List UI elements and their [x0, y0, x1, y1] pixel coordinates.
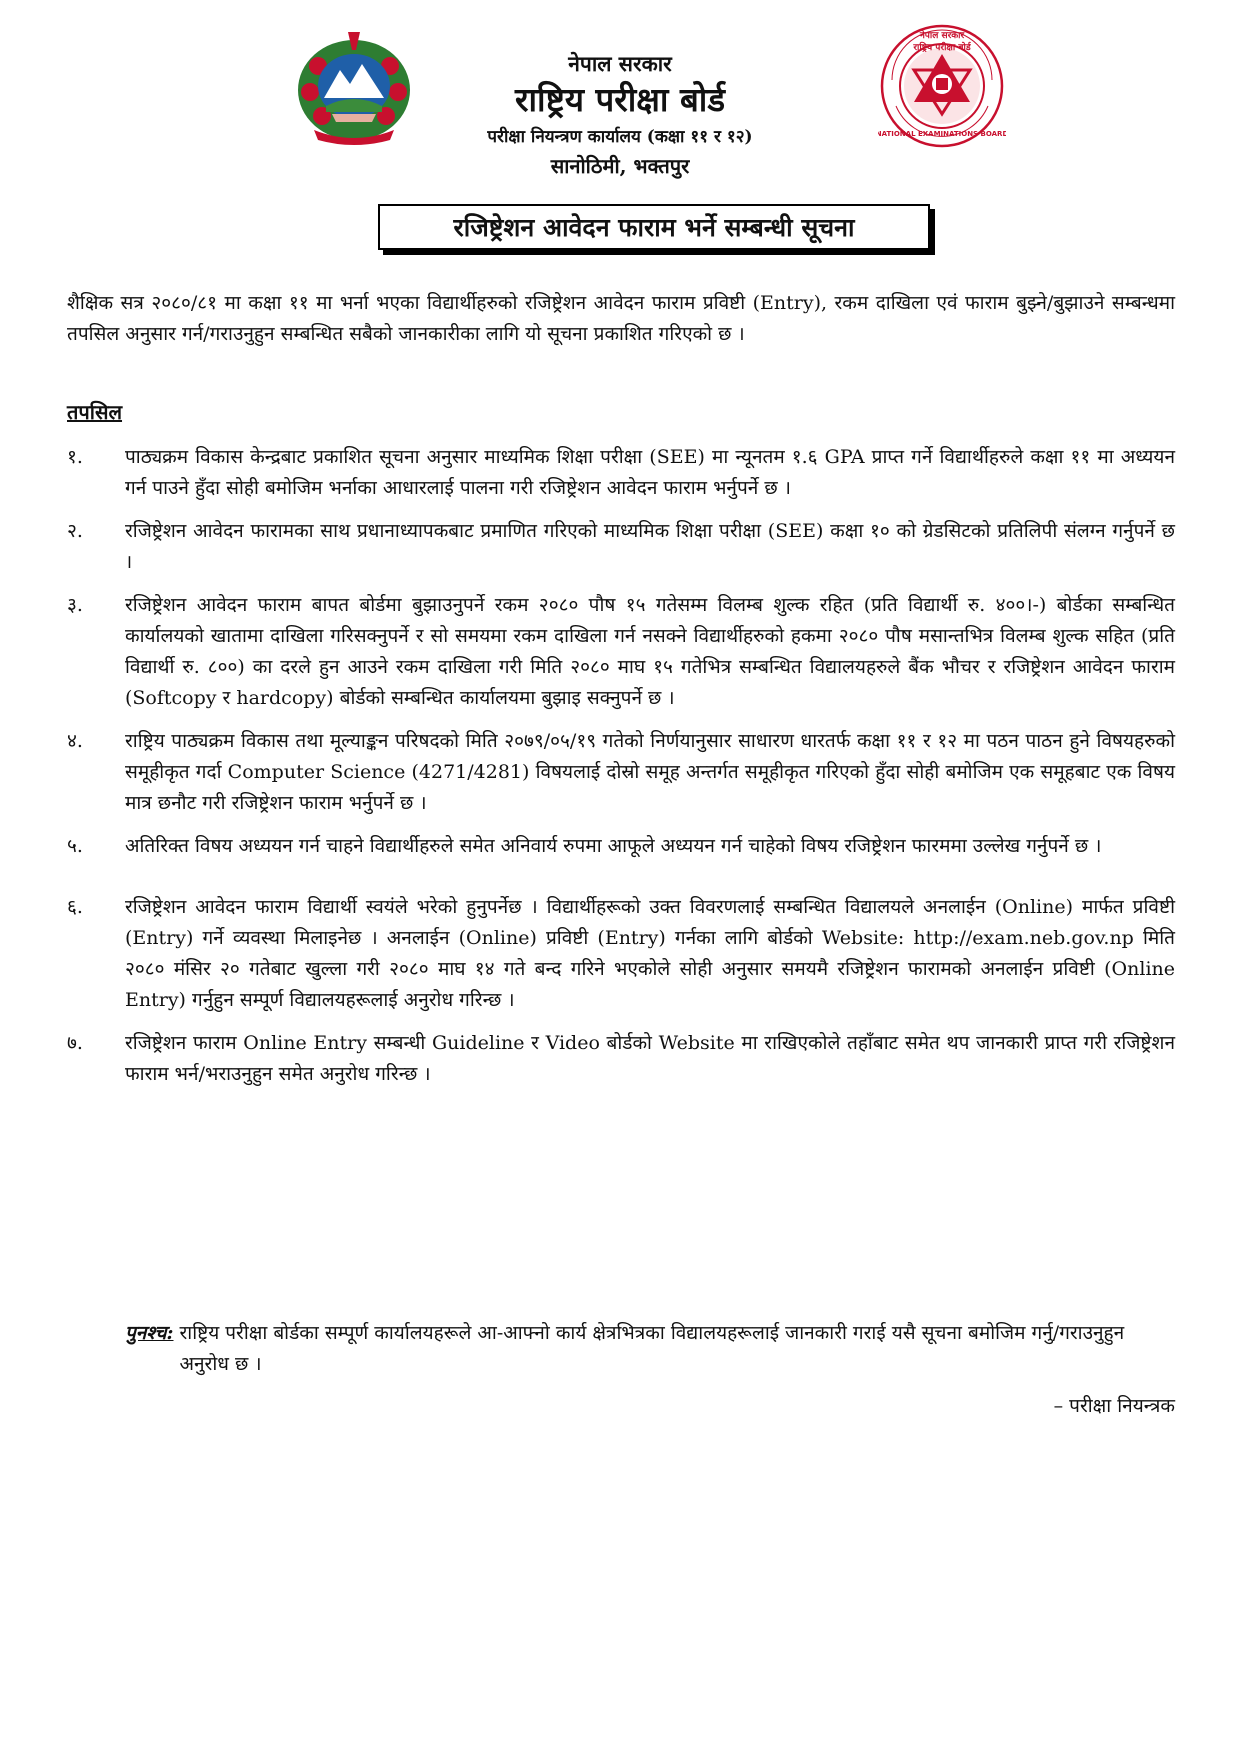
list-item: [67, 831, 1175, 862]
list-item: [67, 892, 1175, 1016]
svg-text:NATIONAL EXAMINATIONS BOARD: NATIONAL EXAMINATIONS BOARD: [878, 130, 1006, 138]
intro-paragraph: शैक्षिक सत्र २०८०/८१ मा कक्षा ११ मा भर्ना भएका विद्यार्थीहरुको रजिष्ट्रेशन आवेदन फाराम प्रविष्टी (Entry), रकम दाखिला एवं फाराम बुझ्ने/बुझाउने सम्बन्धमा तपसिल अनुसार गर्न/गराउनुहुन सम्बन्धित सबैको जानकारीका लागि यो सूचना प्रकाशित गरिएको छ ।: [67, 292, 1175, 345]
office-name: परीक्षा नियन्त्रण कार्यालय (कक्षा ११ र १२): [487, 127, 753, 147]
item-number: ३.: [67, 594, 83, 616]
svg-text:नेपाल सरकार: नेपाल सरकार: [919, 31, 965, 41]
item-number: १.: [67, 446, 83, 468]
item-number: २.: [67, 520, 83, 542]
list-item: [67, 516, 1175, 578]
item-number: ७.: [67, 1032, 83, 1054]
notice-title: रजिष्ट्रेशन आवेदन फाराम भर्ने सम्बन्धी सूचना: [453, 213, 855, 242]
postscript-text: राष्ट्रिय परीक्षा बोर्डका सम्पूर्ण कार्यालयहरूले आ-आफ्नो कार्य क्षेत्रभित्रका विद्यालयहरूलाई जानकारी गराई यसै सूचना बमोजिम गर्नु/गराउनुहुन अनुरोध छ ।: [179, 1322, 1125, 1375]
item-number: ६.: [67, 896, 83, 918]
item-text: रजिष्ट्रेशन आवेदन फारामका साथ प्रधानाध्यापकबाट प्रमाणित गरिएको माध्यमिक शिक्षा परीक्षा (SEE) कक्षा १० को ग्रेडसिटको प्रतिलिपी संलग्न गर्नुपर्ने छ ।: [125, 520, 1175, 573]
item-text: अतिरिक्त विषय अध्ययन गर्न चाहने विद्यार्थीहरुले समेत अनिवार्य रुपमा आफूले अध्ययन गर्न चाहेको विषय रजिष्ट्रेशन फारममा उल्लेख गर्नुपर्ने छ ।: [125, 835, 1102, 857]
item-text: पाठ्यक्रम विकास केन्द्रबाट प्रकाशित सूचना अनुसार माध्यमिक शिक्षा परीक्षा (SEE) मा न्यूनतम १.६ GPA प्राप्त गर्ने विद्यार्थीहरुले कक्षा ११ मा अध्ययन गर्न पाउने हुँदा सोही बमोजिम भर्नाका आधारलाई पालना गरी रजिष्ट्रेशन आवेदन फाराम भर्नुपर्ने छ ।: [125, 446, 1175, 499]
item-number: ५.: [67, 835, 83, 857]
list-item: [67, 1028, 1175, 1090]
neb-logo: [878, 22, 1006, 150]
office-location: सानोठिमी, भक्तपुर: [550, 154, 690, 178]
government-name: नेपाल सरकार: [568, 51, 672, 76]
nepal-government-emblem: [292, 28, 416, 146]
list-item: [67, 726, 1175, 819]
notice-title-box: [378, 204, 930, 250]
postscript-label: पुनश्च:: [125, 1322, 174, 1344]
list-item: [67, 590, 1175, 714]
item-text: रजिष्ट्रेशन आवेदन फाराम बापत बोर्डमा बुझाउनुपर्ने रकम २०८० पौष १५ गतेसम्म विलम्ब शुल्क रहित (प्रति विद्यार्थी रु. ४००।-) बोर्डका सम्बन्धित कार्यालयको खातामा दाखिला गरिसक्नुपर्ने र सो समयमा रकम दाखिला गर्न नसक्ने विद्यार्थीहरुको हकमा २०८० पौष मसान्तभित्र विलम्ब शुल्क सहित (प्रति विद्यार्थी रु. ८००) का दरले हुन आउने रकम दाखिला गरी मिति २०८० माघ १५ गतेभित्र सम्बन्धित विद्यालयहरुले बैंक भौचर र रजिष्ट्रेशन आवेदन फाराम (Softcopy र hardcopy) बोर्डको सम्बन्धित कार्यालयमा बुझाइ सक्नुपर्ने छ ।: [125, 594, 1175, 709]
item-text: रजिष्ट्रेशन फाराम Online Entry सम्बन्धी Guideline र Video बोर्डको Website मा राखिएकोले तहाँबाट समेत थप जानकारी प्राप्त गरी रजिष्ट्रेशन फाराम भर्न/भराउनुहुन समेत अनुरोध गरिन्छ ।: [125, 1032, 1175, 1085]
board-name: राष्ट्रिय परीक्षा बोर्ड: [514, 80, 726, 119]
svg-text:राष्ट्रिय परीक्षा बोर्ड: राष्ट्रिय परीक्षा बोर्ड: [913, 43, 971, 53]
item-number: ४.: [67, 730, 83, 752]
item-text: राष्ट्रिय पाठ्यक्रम विकास तथा मूल्याङ्कन परिषदको मिति २०७९/०५/१९ गतेको निर्णयानुसार साधारण धारतर्फ कक्षा ११ र १२ मा पठन पाठन हुने विषयहरुको समूहीकृत गर्दा Computer Science (4271/4281) विषयलाई दोस्रो समूह अन्तर्गत समूहीकृत गरिएको हुँदा सोही बमोजिम एक समूहबाट एक विषय मात्र छनौट गरी रजिष्ट्रेशन फाराम भर्नुपर्ने छ ।: [125, 730, 1175, 814]
list-item: [67, 442, 1175, 504]
notice-items-list: [67, 442, 1175, 1090]
signature-line: – परीक्षा नियन्त्रक: [1053, 1395, 1175, 1417]
postscript: [125, 1318, 1175, 1380]
item-text: रजिष्ट्रेशन आवेदन फाराम विद्यार्थी स्वयंले भरेको हुनुपर्नेछ । विद्यार्थीहरूको उक्त विवरणलाई सम्बन्धित विद्यालयले अनलाईन (Online) मार्फत प्रविष्टी (Entry) गर्ने व्यवस्था मिलाइनेछ । अनलाईन (Online) प्रविष्टी (Entry) गर्नका लागि बोर्डको Website: http://exam.neb.gov.np मिति २०८० मंसिर २० गतेबाट खुल्ला गरी २०८० माघ १४ गते बन्द गरिने भएकोले सोही अनुसार समयमै रजिष्ट्रेशन फारामको अनलाईन प्रविष्टी (Online Entry) गर्नुहुन सम्पूर्ण विद्यालयहरूलाई अनुरोध गरिन्छ ।: [125, 896, 1175, 1011]
section-heading: तपसिल: [67, 400, 123, 424]
